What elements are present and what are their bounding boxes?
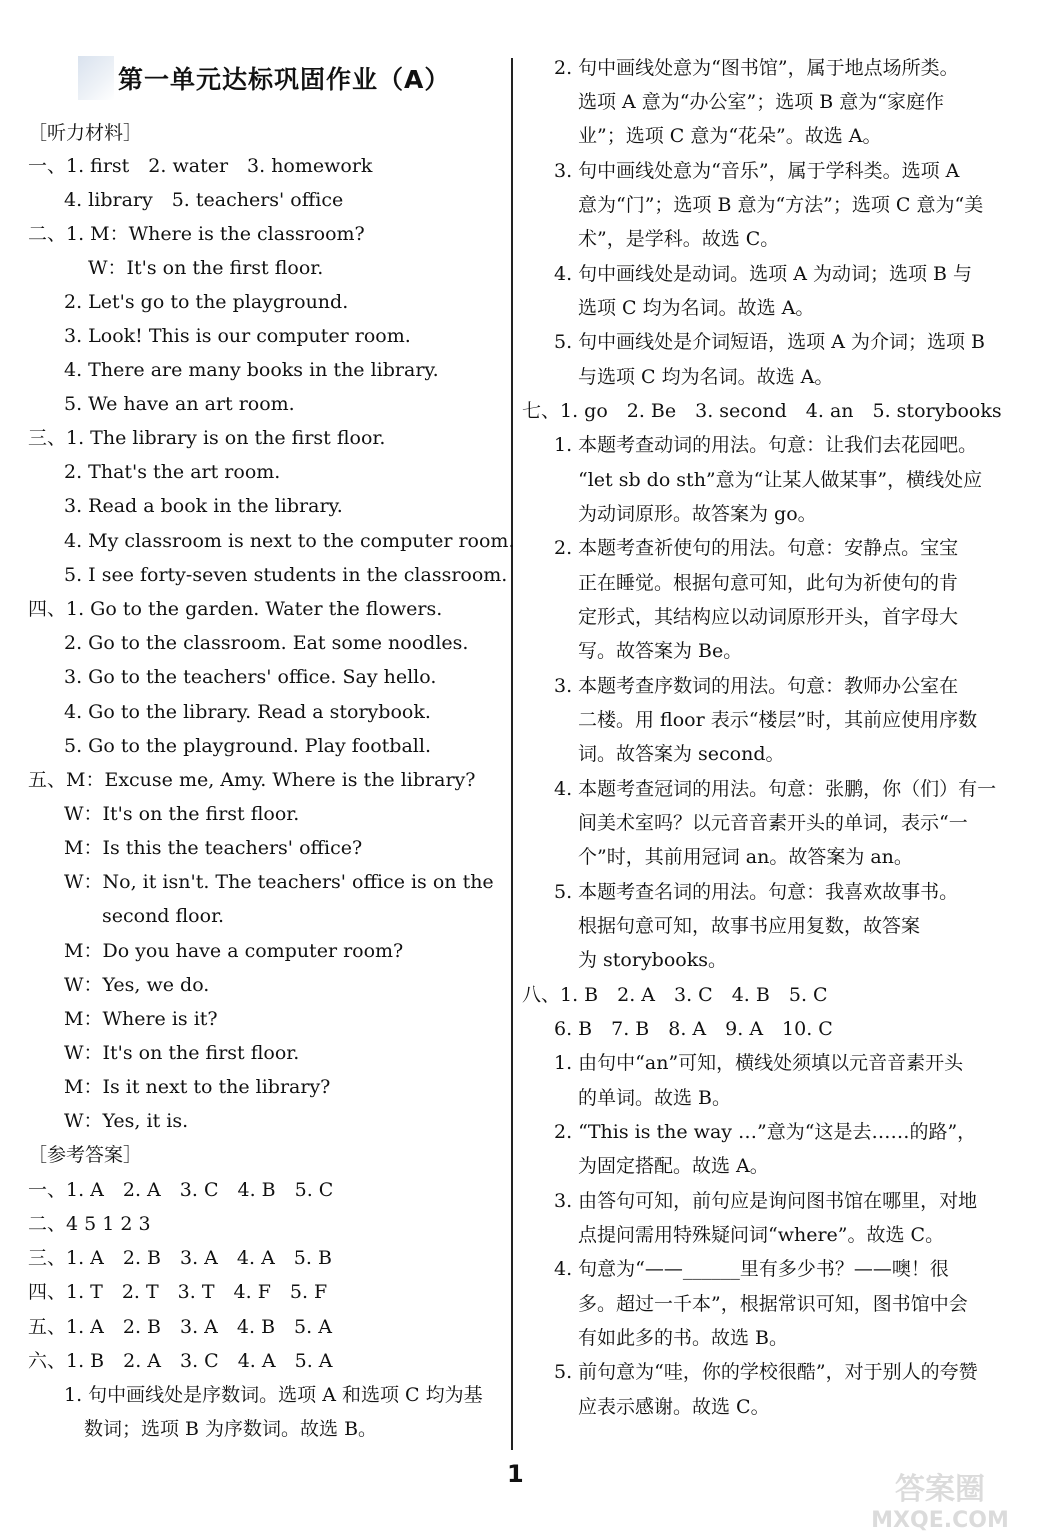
- explanation-line: 2. 句中画线处意为“图书馆”，属于地点场所类。: [554, 57, 959, 79]
- answer-line: 3. Read a book in the library.: [64, 495, 343, 517]
- title-block: [70, 56, 451, 102]
- answer-line: 四、1. T 2. T 3. T 4. F 5. F: [28, 1281, 328, 1303]
- answer-line: 3. Go to the teachers' office. Say hello.: [64, 666, 437, 688]
- answer-line: 2. Let's go to the playground.: [64, 291, 349, 313]
- dialogue-line: W：No, it isn't. The teachers' office is on the: [64, 871, 494, 893]
- answer-line: 2. That's the art room.: [64, 461, 281, 483]
- watermark-bottom-text: MXQE.COM: [871, 1508, 1009, 1531]
- dialogue-line: M：Is it next to the library?: [64, 1076, 331, 1098]
- page-title: 第一单元达标巩固作业（A）: [118, 65, 451, 94]
- explanation-line: 1. 句中画线处是序数词。选项 A 和选项 C 均为基: [64, 1384, 483, 1406]
- answer-line: 2. Go to the classroom. Eat some noodles.: [64, 632, 469, 654]
- explanation-line: 3. 句中画线处意为“音乐”，属于学科类。选项 A: [554, 160, 960, 182]
- explanation-line: 个”时，其前用冠词 an。故答案为 an。: [578, 846, 913, 868]
- explanation-line: 3. 本题考查序数词的用法。句意：教师办公室在: [554, 675, 959, 697]
- dialogue-line: M：Where is it?: [64, 1008, 218, 1030]
- explanation-line: 意为“门”；选项 B 意为“方法”；选项 C 意为“美: [578, 194, 984, 216]
- explanation-line: 为固定搭配。故选 A。: [578, 1155, 769, 1177]
- watermark-logo: [850, 1465, 1030, 1531]
- explanation-line: 有如此多的书。故选 B。: [578, 1327, 789, 1349]
- explanation-line: 选项 C 均为名词。故选 A。: [578, 297, 815, 319]
- answer-line: 一、1. A 2. A 3. C 4. B 5. C: [28, 1179, 334, 1201]
- explanation-line: 应表示感谢。故选 C。: [578, 1396, 770, 1418]
- explanation-line: 与选项 C 均为名词。故选 A。: [578, 366, 834, 388]
- answer-line: 5. Go to the playground. Play football.: [64, 735, 431, 757]
- explanation-line: 4. 句意为“——______里有多少书？——噢！很: [554, 1258, 949, 1280]
- answer-line: 一、1. first 2. water 3. homework: [28, 155, 373, 177]
- answer-line: 四、1. Go to the garden. Water the flowers.: [28, 598, 443, 620]
- answer-line: 八、1. B 2. A 3. C 4. B 5. C: [522, 984, 828, 1006]
- explanation-line: 词。故答案为 second。: [578, 743, 785, 765]
- dialogue-line: W：Yes, we do.: [64, 974, 210, 996]
- answer-line: 5. I see forty-seven students in the classroom.: [64, 564, 508, 586]
- explanation-line: 点提问需用特殊疑问词“where”。故选 C。: [578, 1224, 945, 1246]
- explanation-line: 3. 由答句可知，前句应是询问图书馆在哪里，对地: [554, 1190, 978, 1212]
- explanation-line: 2. “This is the way …”意为“这是去……的路”，: [554, 1121, 977, 1143]
- answer-line: 4. My classroom is next to the computer room.: [64, 530, 515, 552]
- answer-line: 3. Look! This is our computer room.: [64, 325, 411, 347]
- explanation-line: 选项 A 意为“办公室”；选项 B 意为“家庭作: [578, 91, 944, 113]
- page-number: 1: [507, 1460, 524, 1488]
- explanation-line: 5. 前句意为“哇，你的学校很酷”，对于别人的夸赞: [554, 1361, 978, 1383]
- explanation-line: 业”；选项 C 意为“花朵”。故选 A。: [578, 125, 882, 147]
- answer-line: 4. Go to the library. Read a storybook.: [64, 701, 431, 723]
- explanation-line: 正在睡觉。根据句意可知，此句为祈使句的肯: [578, 572, 959, 594]
- answer-line: 七、1. go 2. Be 3. second 4. an 5. storybooks: [522, 400, 1002, 422]
- explanation-line: 2. 本题考查祈使句的用法。句意：安静点。宝宝: [554, 537, 959, 559]
- column-divider: [511, 58, 513, 1450]
- explanation-line: 写。故答案为 Be。: [578, 640, 743, 662]
- answer-line: 6. B 7. B 8. A 9. A 10. C: [554, 1018, 833, 1040]
- section-heading-listening: ［听力材料］: [28, 122, 143, 144]
- explanation-line: 5. 本题考查名词的用法。句意：我喜欢故事书。: [554, 881, 959, 903]
- explanation-line: 为 storybooks。: [578, 949, 727, 971]
- explanation-line: 1. 本题考查动词的用法。句意：让我们去花园吧。: [554, 434, 978, 456]
- explanation-line: 4. 本题考查冠词的用法。句意：张鹏，你（们）有一: [554, 778, 997, 800]
- dialogue-line: M：Do you have a computer room?: [64, 940, 404, 962]
- answer-line: 4. library 5. teachers' office: [64, 189, 344, 211]
- dialogue-line: W：It's on the first floor.: [64, 1042, 300, 1064]
- dialogue-line: 五、M：Excuse me, Amy. Where is the library?: [28, 769, 476, 791]
- explanation-line: 为动词原形。故答案为 go。: [578, 503, 817, 525]
- dialogue-line: W：It's on the first floor.: [88, 257, 324, 279]
- explanation-line: “let sb do sth”意为“让某人做某事”，横线处应: [578, 469, 983, 491]
- explanation-line: 的单词。故选 B。: [578, 1087, 732, 1109]
- answer-line: 三、1. A 2. B 3. A 4. A 5. B: [28, 1247, 332, 1269]
- answer-line: 5. We have an art room.: [64, 393, 295, 415]
- answer-line: 六、1. B 2. A 3. C 4. A 5. A: [28, 1350, 333, 1372]
- dialogue-line: 二、1. M：Where is the classroom?: [28, 223, 365, 245]
- explanation-line: 定形式，其结构应以动词原形开头，首字母大: [578, 606, 959, 628]
- explanation-line: 术”，是学科。故选 C。: [578, 228, 780, 250]
- section-heading-answers: ［参考答案］: [28, 1144, 143, 1166]
- answer-line: 五、1. A 2. B 3. A 4. B 5. A: [28, 1316, 332, 1338]
- explanation-line: 间美术室吗？以元音音素开头的单词，表示“一: [578, 812, 968, 834]
- explanation-line: 数词；选项 B 为序数词。故选 B。: [84, 1418, 378, 1440]
- explanation-line: 5. 句中画线处是介词短语，选项 A 为介词；选项 B: [554, 331, 985, 353]
- dialogue-line: W：It's on the first floor.: [64, 803, 300, 825]
- explanation-line: 1. 由句中“an”可知，横线处须填以元音音素开头: [554, 1052, 964, 1074]
- answer-line: 三、1. The library is on the first floor.: [28, 427, 386, 449]
- title-decoration: [78, 56, 114, 100]
- explanation-line: 二楼。用 floor 表示“楼层”时，其前应使用序数: [578, 709, 978, 731]
- answer-line: 4. There are many books in the library.: [64, 359, 439, 381]
- explanation-line: 根据句意可知，故事书应用复数，故答案: [578, 915, 921, 937]
- explanation-line: 4. 句中画线处是动词。选项 A 为动词；选项 B 与: [554, 263, 973, 285]
- dialogue-line: M：Is this the teachers' office?: [64, 837, 363, 859]
- dialogue-line: second floor.: [102, 905, 225, 927]
- answer-line: 二、4 5 1 2 3: [28, 1213, 151, 1235]
- explanation-line: 多。超过一千本”，根据常识可知，图书馆中会: [578, 1293, 968, 1315]
- dialogue-line: W：Yes, it is.: [64, 1110, 189, 1132]
- watermark-top-text: 答案圈: [895, 1472, 985, 1507]
